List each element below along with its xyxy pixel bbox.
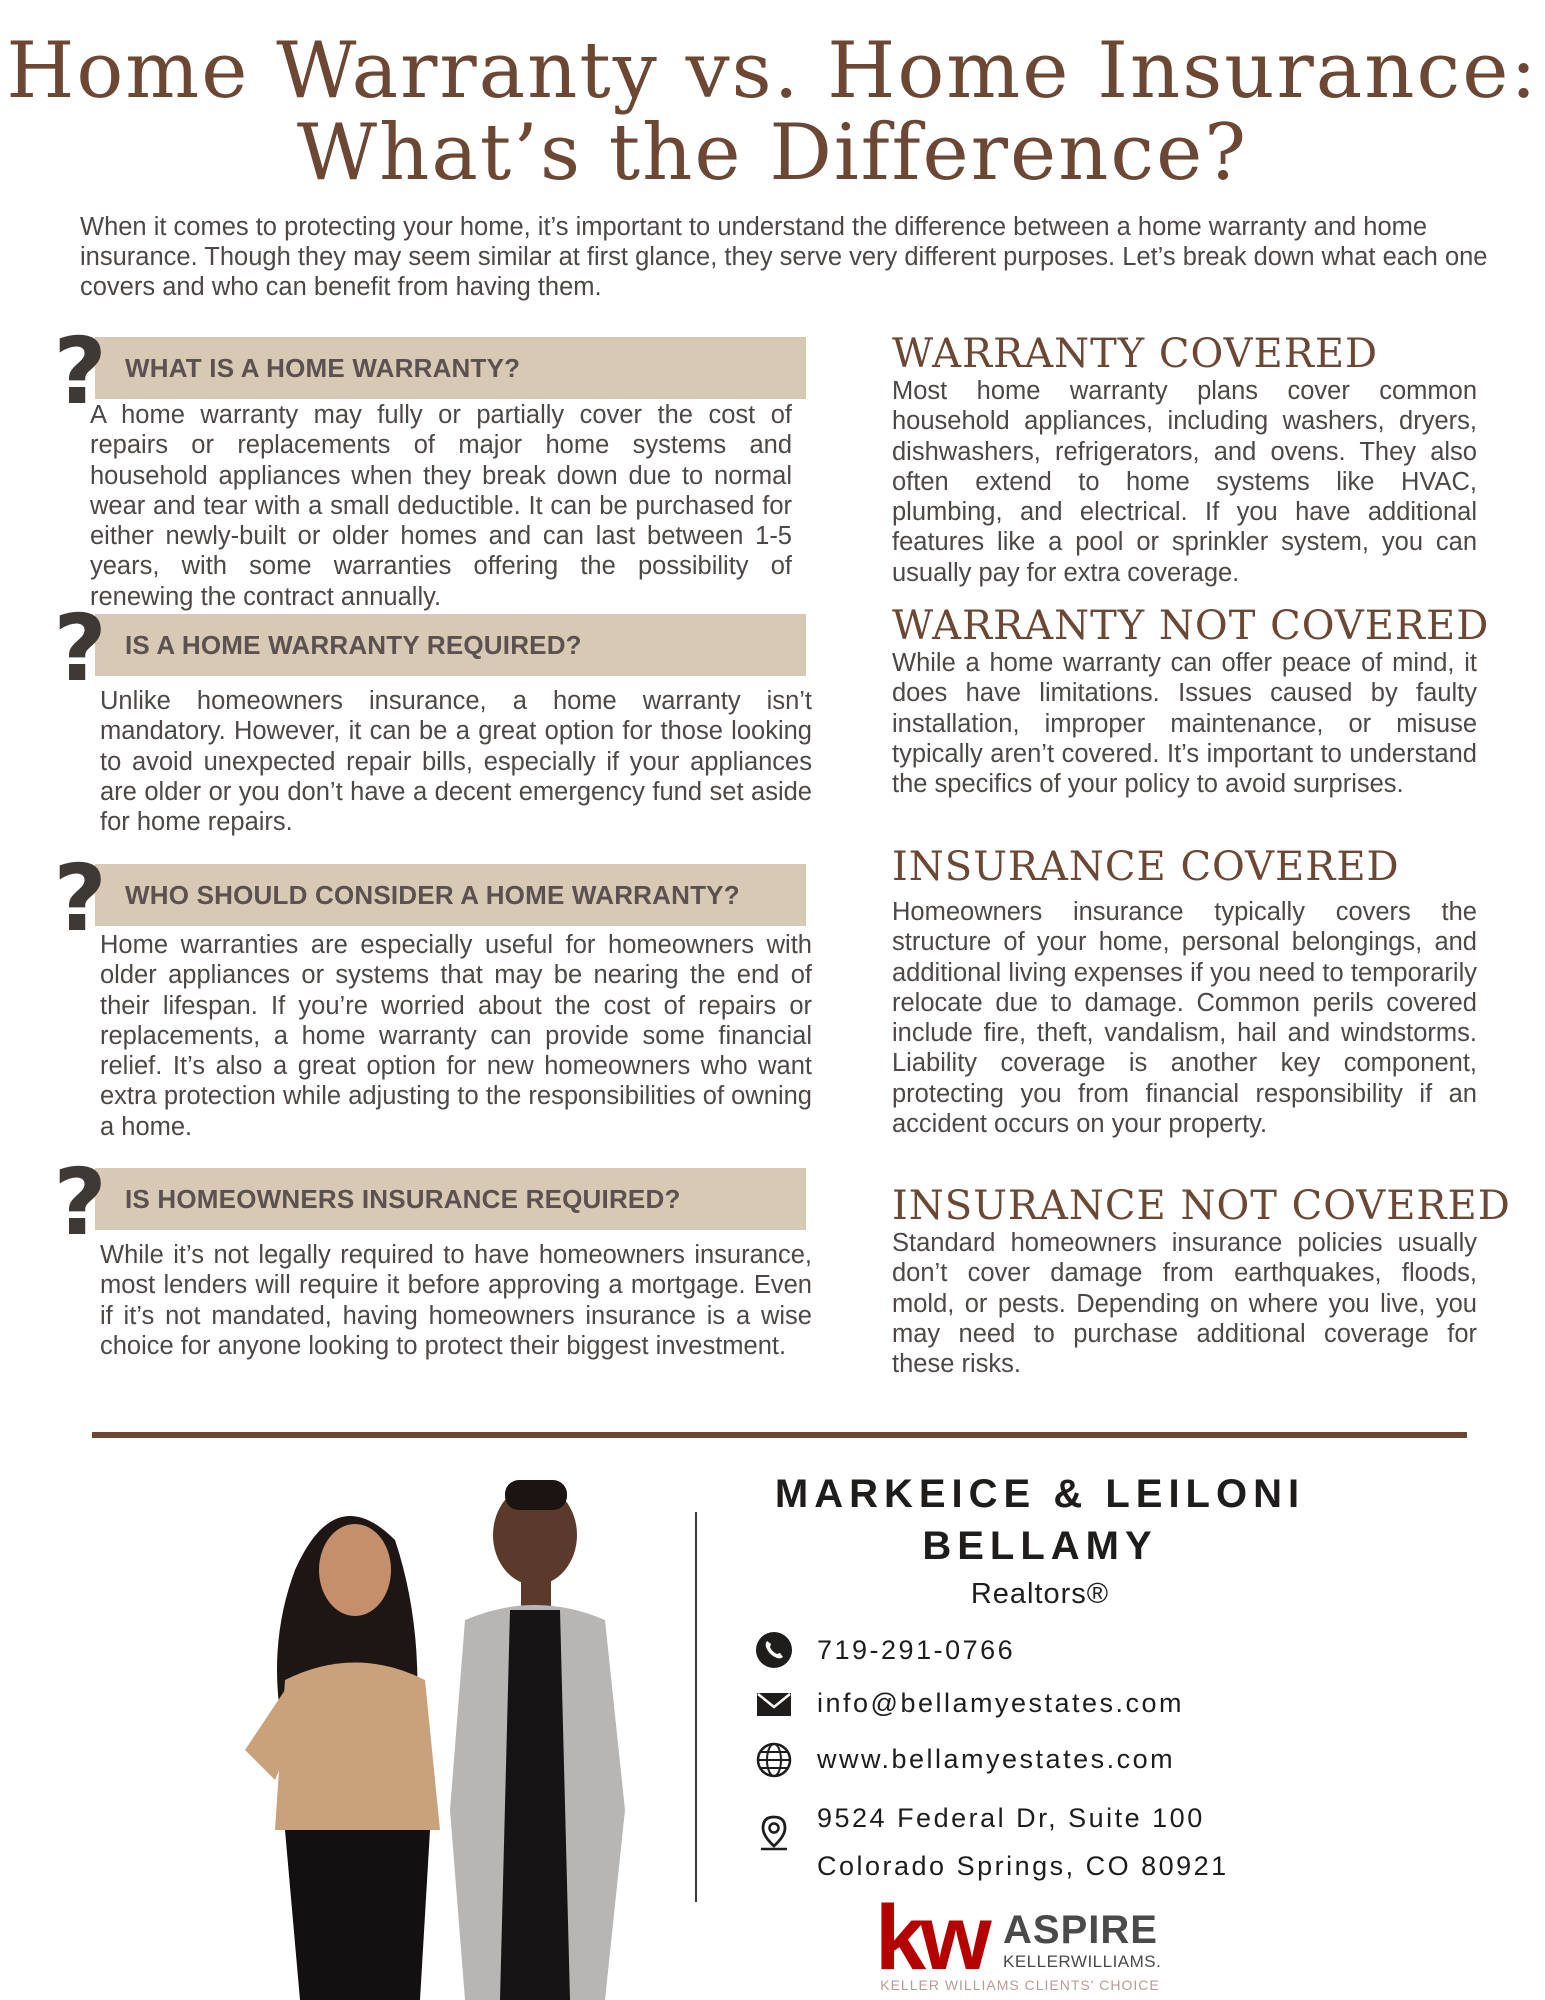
question-mark-icon: ? [53, 845, 107, 952]
agent-name [720, 1468, 1360, 1572]
section-heading: INSURANCE NOT COVERED [892, 1183, 1511, 1229]
question-body: A home warranty may fully or partially cover the cost of repairs or replacements of major home systems and household appliances when they break down due to normal wear and tear with a small deductible. It can be purchased for either newly-built or older homes and can last between 1-5 years, with some warranties offering the possibility of renewing the contract annually. [90, 401, 792, 611]
section-insurance-not-covered [892, 1183, 1511, 1379]
contact-address [755, 1794, 1315, 1890]
question-heading-bar [95, 337, 806, 399]
question-mark-icon: ? [53, 1149, 107, 1256]
phone-icon [755, 1631, 793, 1669]
logo-company: KELLERWILLIAMS. [1003, 1952, 1162, 1971]
location-pin-icon [755, 1814, 793, 1852]
question-mark-icon: ? [53, 318, 107, 425]
agents-photo [225, 1450, 695, 2000]
contact-phone[interactable] [755, 1626, 1315, 1674]
section-body: Most home warranty plans cover common household appliances, including washers, dryers, dishwashers, refrigerators, and ovens. They also often extend to home systems like HVAC, plumbing, and electrical. If you have additional features like a pool or sprinkler system, you can usually pay for extra coverage. [892, 377, 1477, 587]
section-warranty-not-covered [892, 603, 1490, 799]
question-body: Unlike homeowners insurance, a home warranty isn’t mandatory. However, it can be a great option for those looking to avoid unexpected repair bills, especially if your appliances are older or you don’t have a decent emergency fund set aside for home repairs. [100, 687, 812, 837]
vertical-divider [695, 1512, 697, 1902]
page-title [0, 26, 1545, 198]
woman-figure [245, 1516, 440, 2000]
question-heading-bar [95, 864, 806, 926]
email-address[interactable]: info@bellamyestates.com [817, 1688, 1185, 1718]
man-figure [450, 1480, 625, 2000]
question-heading-bar [95, 614, 806, 676]
section-insurance-covered [892, 845, 1477, 1139]
question-heading: WHO SHOULD CONSIDER A HOME WARRANTY? [125, 880, 740, 910]
agent-name-line-2: BELLAMY [922, 1524, 1158, 1568]
logo-tagline: KELLER WILLIAMS CLIENTS' CHOICE [880, 1977, 1160, 1993]
question-heading: IS HOMEOWNERS INSURANCE REQUIRED? [125, 1184, 681, 1214]
address-line-2: Colorado Springs, CO 80921 [817, 1851, 1229, 1881]
contact-website[interactable] [755, 1735, 1315, 1783]
keller-williams-aspire-logo [875, 1888, 1165, 2000]
section-body: Homeowners insurance typically covers the structure of your home, personal belongings, and additional living expenses if you need to temporarily relocate due to damage. Common perils covered include fire, theft, vandalism, hail and windstorms. Liability coverage is another key component, protecting you from financial responsibility if an accident occurs on your property. [892, 898, 1477, 1139]
contact-email[interactable] [755, 1679, 1315, 1727]
globe-icon [755, 1741, 793, 1779]
intro-paragraph: When it comes to protecting your home, it’s important to understand the difference between a home warranty and home insurance. Though they may seem similar at first glance, they serve very different purposes. Let’s break down what each one covers and who can benefit from having them. [80, 213, 1488, 301]
title-line-1: Home Warranty vs. Home Insurance: [6, 26, 1539, 116]
email-icon [755, 1685, 793, 1723]
section-body: While a home warranty can offer peace of mind, it does have limitations. Issues caused by faulty installation, improper maintenance, or misuse typically aren’t covered. It’s important to understand the specifics of your policy to avoid surprises. [892, 649, 1477, 799]
question-body: Home warranties are especially useful for homeowners with older appliances or systems that may be nearing the end of their lifespan. If you’re worried about the cost of repairs or replacements, a home warranty can provide some financial relief. It’s also a great option for new homeowners who want extra protection while adjusting to the responsibilities of owning a home. [100, 931, 812, 1141]
question-body: While it’s not legally required to have homeowners insurance, most lenders will require it before approving a mortgage. Even if it’s not mandated, having homeowners insurance is a wise choice for anyone looking to protect their biggest investment. [100, 1241, 812, 1360]
section-heading: WARRANTY NOT COVERED [892, 603, 1490, 649]
website-url[interactable]: www.bellamyestates.com [817, 1744, 1176, 1774]
question-mark-icon: ? [53, 595, 107, 702]
kw-mark: kw [875, 1887, 986, 1989]
logo-brand: ASPIRE [1003, 1908, 1158, 1952]
title-line-2: What’s the Difference? [296, 108, 1249, 198]
question-heading-bar [95, 1168, 806, 1230]
section-heading: INSURANCE COVERED [892, 844, 1400, 890]
address-line-1: 9524 Federal Dr, Suite 100 [817, 1803, 1205, 1833]
agent-role: Realtors® [970, 1578, 1110, 1610]
section-heading: WARRANTY COVERED [892, 331, 1379, 377]
section-divider [92, 1432, 1467, 1438]
section-body: Standard homeowners insurance policies usually don’t cover damage from earthquakes, floods, mold, or pests. Depending on where you live, you may need to purchase additional coverage for these risks. [892, 1229, 1477, 1379]
agent-name-line-1: MARKEICE & LEILONI [774, 1472, 1306, 1516]
question-heading: WHAT IS A HOME WARRANTY? [125, 353, 521, 383]
phone-number[interactable]: 719-291-0766 [817, 1635, 1016, 1665]
section-warranty-covered [892, 332, 1477, 588]
question-heading: IS A HOME WARRANTY REQUIRED? [125, 630, 582, 660]
